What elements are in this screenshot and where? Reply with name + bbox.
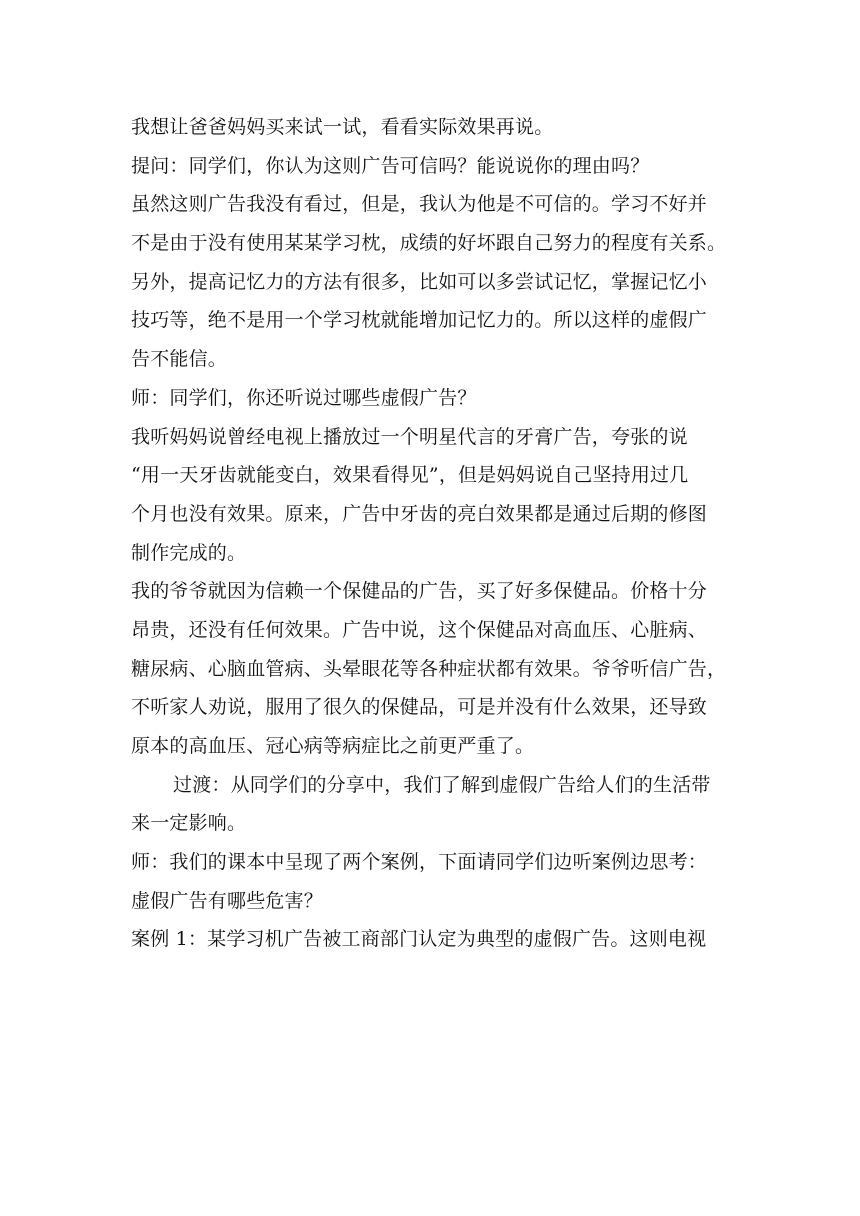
text-line: 来一定影响。 xyxy=(131,812,247,835)
text-line: 师：同学们，你还听说过哪些虚假广告？ xyxy=(131,386,477,409)
text-line: 我想让爸爸妈妈买来试一试，看看实际效果再说。 xyxy=(131,116,554,138)
text-line: 不听家人劝说，服用了很久的保健品，可是并没有什么效果，还导致 xyxy=(131,696,708,719)
text-line: 我的爷爷就因为信赖一个保健品的广告，买了好多保健品。价格十分 xyxy=(131,580,708,603)
text-line: “用一天牙齿就能变白，效果看得见”，但是妈妈说自己坚持用过几 xyxy=(131,464,689,487)
text-line: 案例 1：某学习机广告被工商部门认定为典型的虚假广告。这则电视 xyxy=(131,928,707,951)
text-line: 虚假广告有哪些危害？ xyxy=(131,889,324,912)
text-line: 个月也没有效果。原来，广告中牙齿的亮白效果都是通过后期的修图 xyxy=(131,502,708,525)
text-line: 告不能信。 xyxy=(131,348,228,371)
text-line: 制作完成的。 xyxy=(131,541,247,564)
text-line: 昂贵，还没有任何效果。广告中说，这个保健品对高血压、心脏病、 xyxy=(131,618,708,641)
text-line: 原本的高血压、冠心病等病症比之前更严重了。 xyxy=(131,735,535,757)
text-line: 技巧等，绝不是用一个学习枕就能增加记忆力的。所以这样的虚假广 xyxy=(131,309,708,332)
text-line: 我听妈妈说曾经电视上播放过一个明星代言的牙膏广告，夸张的说 xyxy=(131,425,688,448)
text-line: 虽然这则广告我没有看过，但是，我认为他是不可信的。学习不好并 xyxy=(131,193,708,216)
text-line: 过渡：从同学们的分享中，我们了解到虚假广告给人们的生活带 xyxy=(173,773,711,796)
text-line: 师：我们的课本中呈现了两个案例，下面请同学们边听案例边思考： xyxy=(131,851,708,874)
text-line: 另外，提高记忆力的方法有很多，比如可以多尝试记忆，掌握记忆小 xyxy=(131,270,708,293)
text-line: 提问：同学们，你认为这则广告可信吗？能说说你的理由吗？ xyxy=(131,154,650,177)
text-line: 糖尿病、心脑血管病、头晕眼花等各种症状都有效果。爷爷听信广告， xyxy=(131,657,727,680)
document-page xyxy=(131,108,741,959)
text-line: 不是由于没有使用某某学习枕，成绩的好坏跟自己努力的程度有关系。 xyxy=(131,232,727,255)
